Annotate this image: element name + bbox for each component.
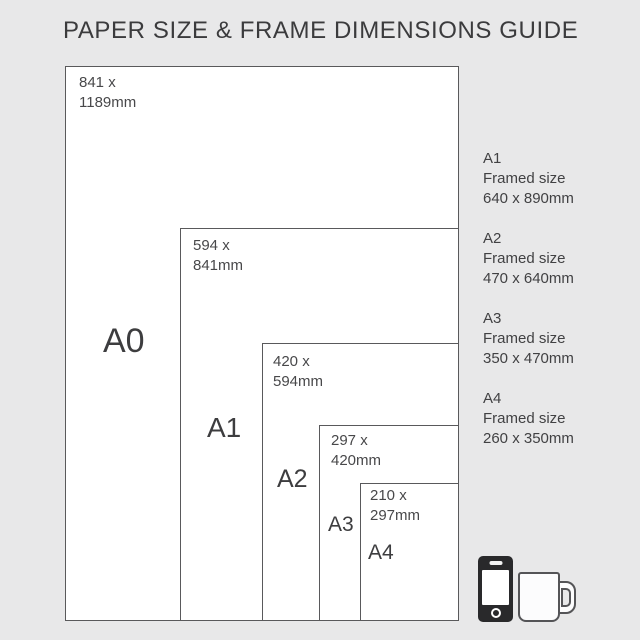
- paper-a2-dimensions: [273, 352, 323, 392]
- legend-a3-caption: Framed size: [483, 330, 566, 347]
- legend-a3-dimensions: 350 x 470mm: [483, 350, 574, 367]
- paper-a4-width: 210 x: [370, 487, 407, 504]
- paper-a1-label: A1: [207, 412, 242, 443]
- paper-a1-dimensions: [193, 236, 243, 276]
- paper-a2-height: 594mm: [273, 373, 324, 390]
- paper-a3-height: 420mm: [331, 452, 382, 469]
- mug-handle-hole: [561, 588, 571, 607]
- paper-a3-dimensions: [331, 431, 381, 471]
- legend-a1-size: A1: [483, 150, 502, 167]
- paper-a0-height: 1189mm: [79, 94, 137, 111]
- paper-a0-label: A0: [103, 322, 145, 360]
- phone-home-button: [491, 608, 501, 618]
- legend-a2-size: A2: [483, 230, 502, 247]
- legend-item-a1: [483, 149, 574, 209]
- legend-a3-size: A3: [483, 310, 502, 327]
- mug-body: [518, 572, 560, 622]
- framed-size-legend: [483, 149, 574, 469]
- legend-item-a4: [483, 389, 574, 449]
- paper-a1-width: 594 x: [193, 237, 230, 254]
- paper-a4-dimensions: [370, 486, 420, 526]
- legend-a2-caption: Framed size: [483, 250, 566, 267]
- paper-a0-width: 841 x: [79, 74, 116, 91]
- paper-a4-height: 297mm: [370, 507, 421, 524]
- paper-a4-label: A4: [368, 541, 394, 564]
- paper-a3-width: 297 x: [331, 432, 368, 449]
- paper-a3-label: A3: [328, 513, 354, 536]
- paper-a0-dimensions: [79, 73, 136, 113]
- legend-a2-dimensions: 470 x 640mm: [483, 270, 574, 287]
- legend-item-a3: [483, 309, 574, 369]
- legend-a4-dimensions: 260 x 350mm: [483, 430, 574, 447]
- phone-screen: [482, 570, 509, 605]
- paper-a2-label: A2: [277, 465, 308, 493]
- legend-item-a2: [483, 229, 574, 289]
- phone-speaker: [489, 561, 502, 565]
- legend-a4-caption: Framed size: [483, 410, 566, 427]
- legend-a1-caption: Framed size: [483, 170, 566, 187]
- page-title: PAPER SIZE & FRAME DIMENSIONS GUIDE: [63, 17, 579, 44]
- legend-a1-dimensions: 640 x 890mm: [483, 190, 574, 207]
- smartphone-icon: [478, 556, 513, 622]
- paper-a2-width: 420 x: [273, 353, 310, 370]
- paper-a1-height: 841mm: [193, 257, 244, 274]
- legend-a4-size: A4: [483, 390, 502, 407]
